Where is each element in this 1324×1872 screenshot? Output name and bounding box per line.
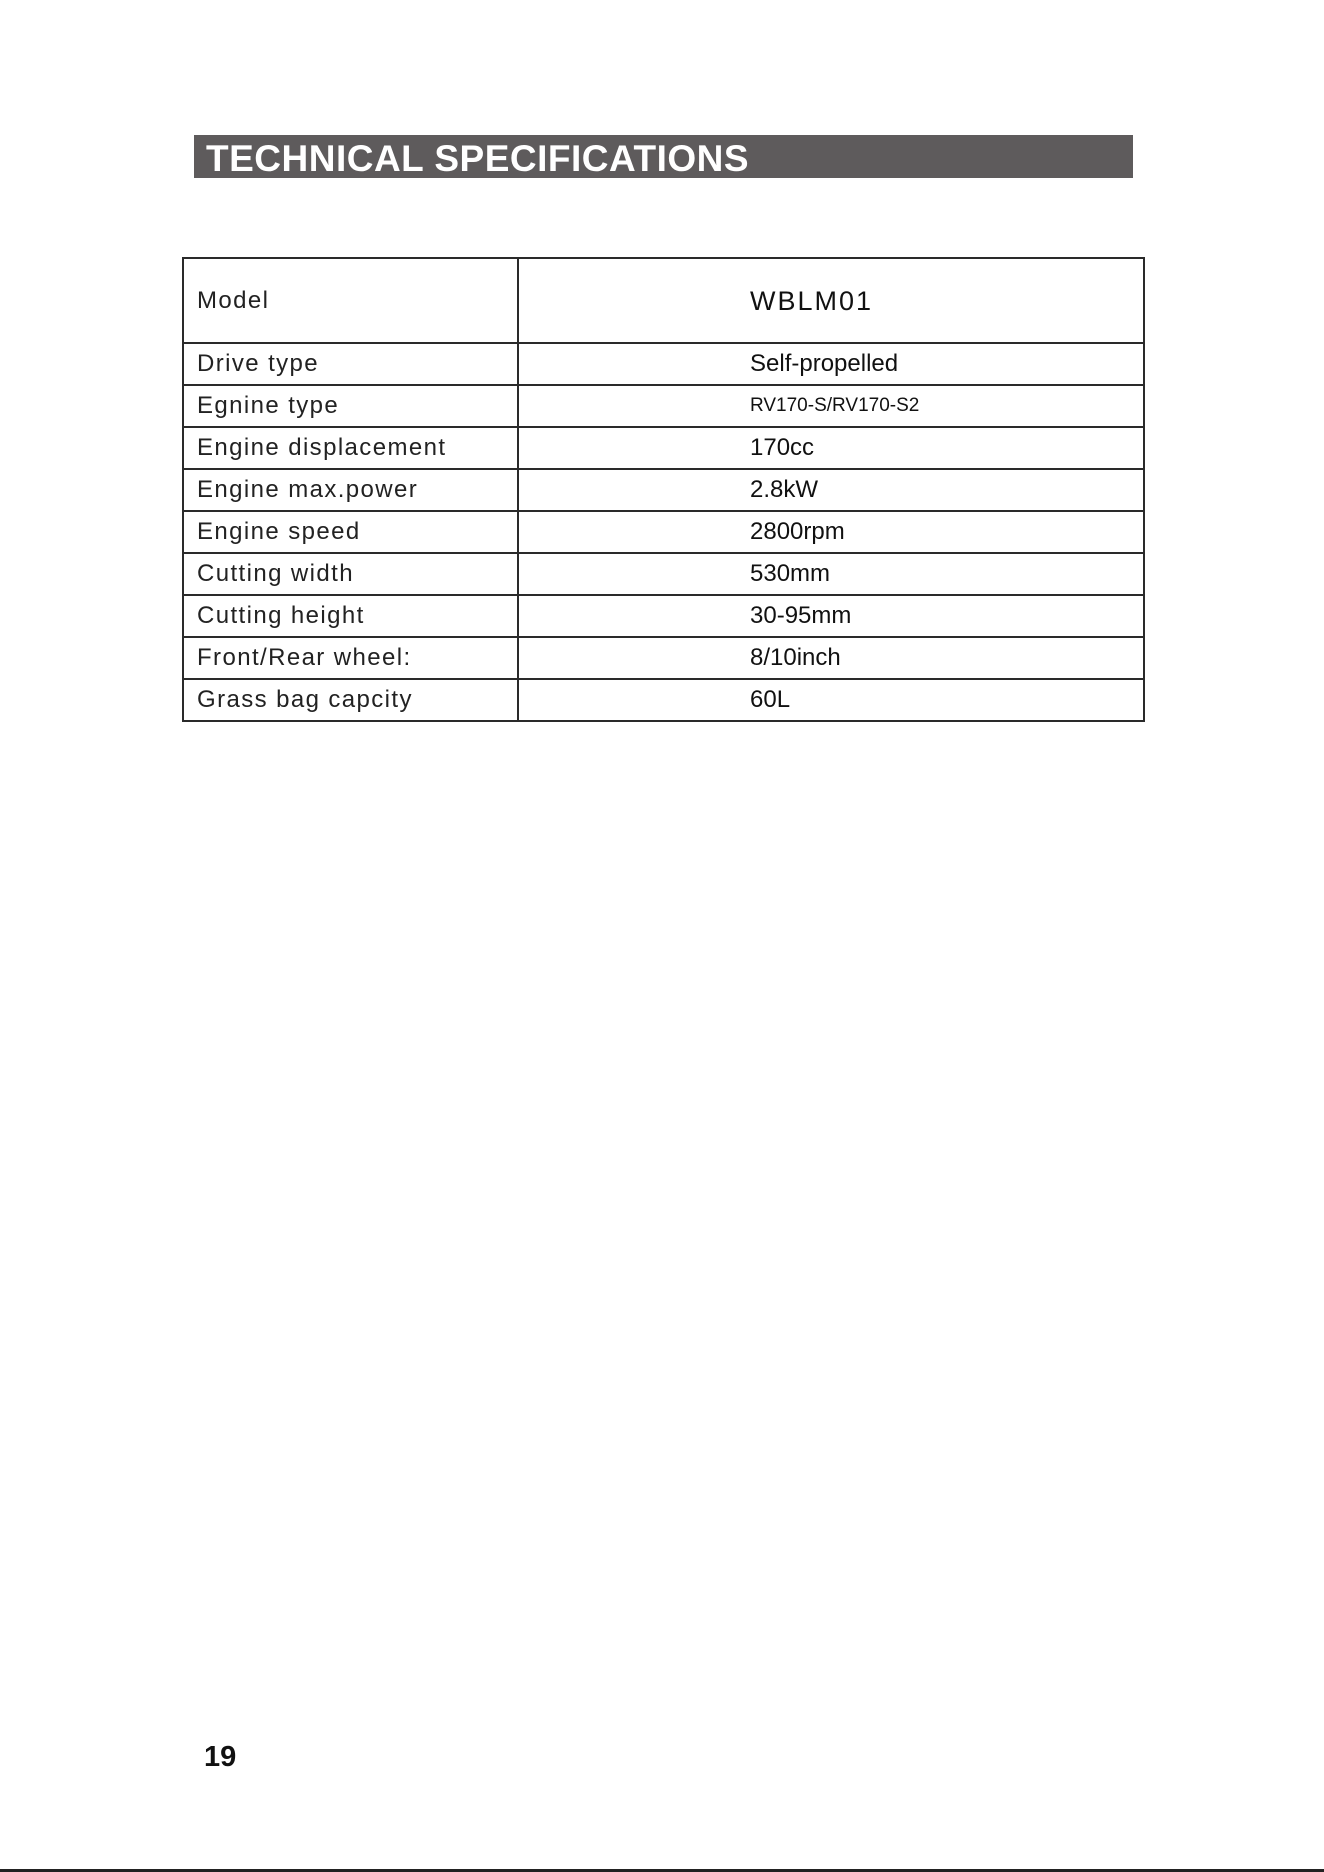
spec-label: Egnine type [183,385,518,427]
table-row [183,343,1144,385]
table-row [183,385,1144,427]
section-title-bar [194,135,1133,178]
spec-value: 530mm [518,553,1144,595]
page-number: 19 [204,1741,237,1773]
spec-value: RV170-S/RV170-S2 [518,385,1144,427]
spec-value: 8/10inch [518,637,1144,679]
table-row [183,511,1144,553]
spec-label: Engine speed [183,511,518,553]
spec-label: Drive type [183,343,518,385]
spec-value: 2.8kW [518,469,1144,511]
spec-value: Self-propelled [518,343,1144,385]
table-row [183,637,1144,679]
section-title: TECHNICAL SPECIFICATIONS [206,138,750,179]
spec-label: Cutting height [183,595,518,637]
table-row-model [183,258,1144,343]
table-row [183,595,1144,637]
spec-label: Front/Rear wheel: [183,637,518,679]
spec-label-model: Model [183,258,518,343]
spec-value: 60L [518,679,1144,721]
spec-value: 2800rpm [518,511,1144,553]
spec-label: Engine max.power [183,469,518,511]
spec-label: Grass bag capcity [183,679,518,721]
spec-value: 30-95mm [518,595,1144,637]
spec-value: 170cc [518,427,1144,469]
spec-value-model: WBLM01 [518,258,1144,343]
table-row [183,553,1144,595]
spec-table [182,257,1145,722]
table-row [183,469,1144,511]
spec-label: Cutting width [183,553,518,595]
table-row [183,427,1144,469]
spec-label: Engine displacement [183,427,518,469]
table-row [183,679,1144,721]
